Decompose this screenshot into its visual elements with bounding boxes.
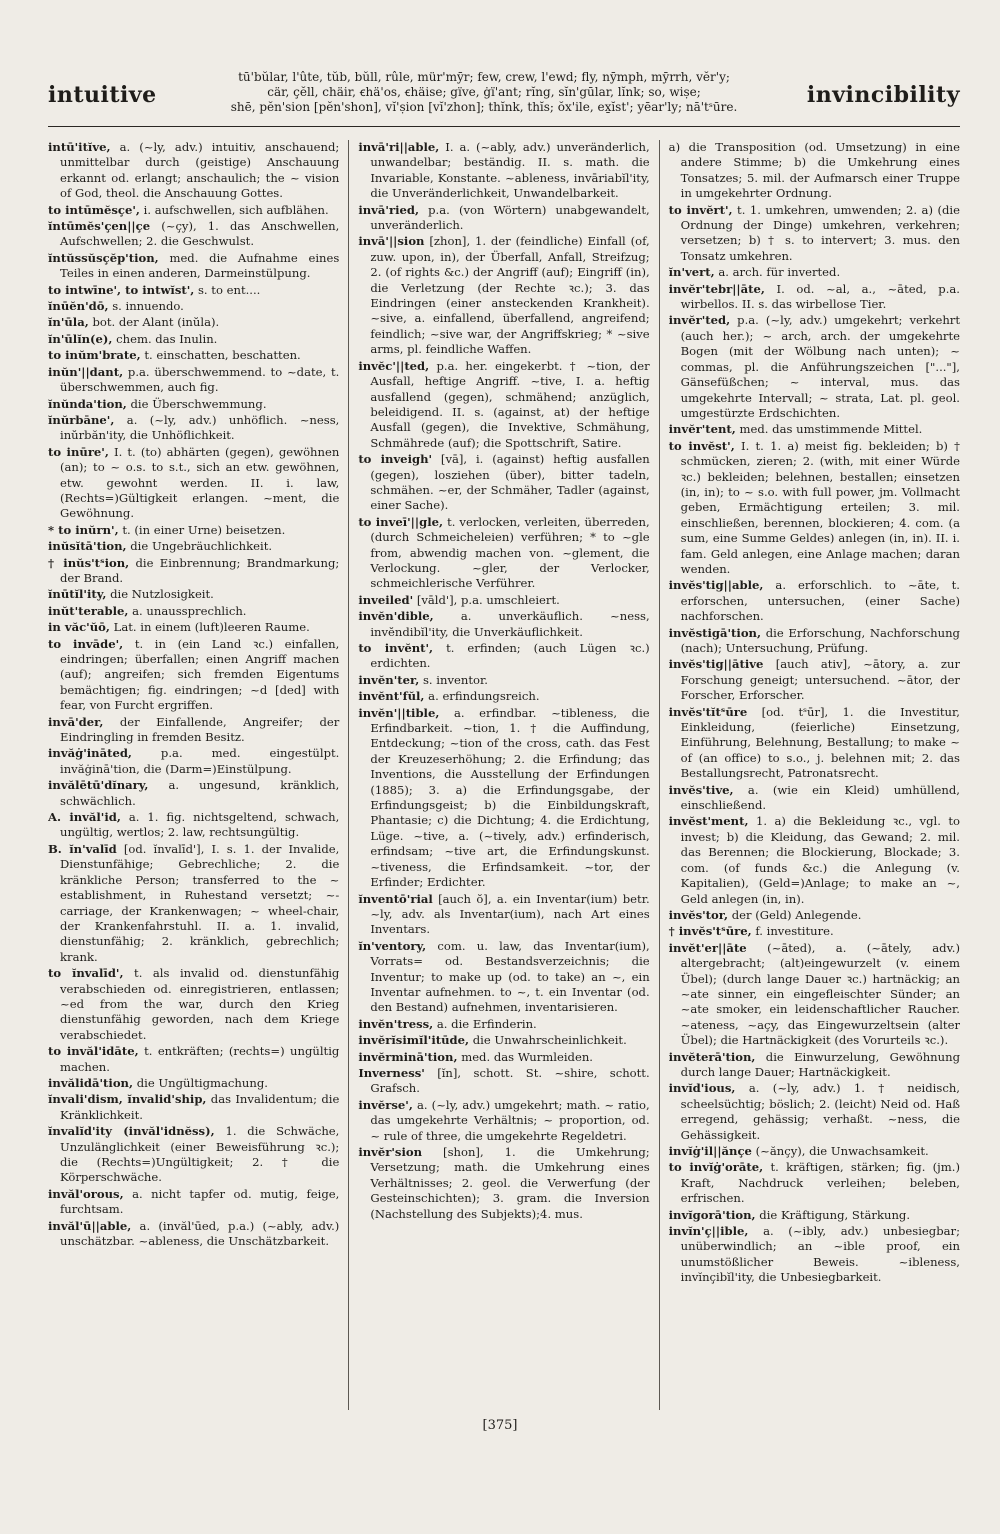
entry-definition: p.a. (von Wörtern) unabgewandelt, unveränderlich. (370, 202, 650, 233)
entry-definition: s. innuendo. (112, 299, 184, 314)
entry-headword: invā'der, (48, 714, 104, 729)
right-running-headword: invincibility (806, 82, 960, 108)
entry-headword: inŭsĭtā'tion, (48, 539, 127, 554)
dictionary-entry (669, 924, 960, 939)
entry-headword: to invĭġ'orāte, (668, 1160, 764, 1175)
dictionary-entry (669, 578, 960, 624)
entry-headword: to invăl'idāte, (48, 1044, 139, 1059)
entry-definition: die Überschwemmung. (130, 396, 267, 411)
dictionary-entry (669, 626, 960, 657)
dictionary-entry (669, 1081, 960, 1143)
entry-headword: to inŭm'brate, (48, 348, 141, 363)
dictionary-entry (48, 140, 339, 202)
entry-headword: invĕn'||tible, (358, 705, 440, 720)
entry-definition: a. erfindbar. ~tibleness, die Erfindbarkeit. ~tion, 1. † die Auffindung, Entdeckung; ~tion of the cross, cath. das Fest der Kreuzeserhöhung; 2. die Erfindung; das Inventions, die Ausstellung der Erfindungen (1885); 3. a) die Erfindungsgabe, der Erfindungsgeist; b) die Einbildungskraft, Phantasie; c) die Dichtung; 4. die Erdichtung, Lüge. ~tive, a. (~tively, adv.) erfinderisch, erfindsam; ~tive art, die Erfindungskunst. ~tiveness, die Erfindsamkeit. ~tor, der Erfinder; Erdichter. (370, 705, 650, 890)
entry-definition: a. (~ly, adv.) umgekehrt; math. ~ ratio, das umgekehrte Verhältnis; ~ proportion, od. ~ rule of three, die umgekehrte Regeldetri. (370, 1097, 650, 1143)
entry-definition: a. unverkäuflich. ~ness, invĕndibĭl'ity, die Unverkäuflichkeit. (370, 609, 650, 639)
entry-headword: invā'ri||able, (358, 140, 440, 154)
entry-definition: der (Geld) Anlegende. (731, 907, 862, 922)
entry-definition: die Unwahrscheinlichkeit. (472, 1033, 627, 1048)
dictionary-entry (669, 203, 960, 265)
page-number: [375] (482, 1418, 518, 1433)
dictionary-entry (48, 1044, 339, 1075)
entry-definition: a. (invăl'ūed, p.a.) (~ably, adv.) unschätzbar. ~ableness, die Unschätzbarkeit. (60, 1218, 340, 1249)
dictionary-entry (48, 413, 339, 444)
dictionary-entry (48, 348, 339, 363)
entry-definition: com. u. law, das Inventar(ium), Vorrats= od. Bestandsverzeichnis; die Inventur; to make up (od. to take) an ~, ein Inventar aufnehmen. to ~, t. ein Inventar (od. den Bestand) aufnehmen, inventarisieren. (370, 938, 650, 1015)
page-header (48, 70, 960, 120)
dictionary-entry (358, 140, 649, 202)
entry-headword: invĕs'tig||able, (668, 578, 764, 593)
entry-definition: der Einfallende, Angreifer; der Eindringling in fremden Besitz. (60, 714, 340, 745)
entry-headword: invĕnt'fŭl, (358, 689, 425, 704)
dictionary-entry (48, 251, 339, 282)
entry-headword: invĕr'tebr||āte, (668, 281, 765, 296)
entry-headword: inveiled' (358, 592, 414, 607)
entry-headword: invĕr'ted, (668, 313, 731, 328)
left-running-headword: intuitive (48, 82, 157, 108)
dictionary-entry (358, 1033, 649, 1048)
entry-headword: † inŭs'tˢion, (48, 555, 130, 570)
entry-headword: invĕrse', (358, 1097, 413, 1112)
entry-definition: die Einwurzelung, Gewöhnung durch lange Dauer; Hartnäckigkeit. (680, 1049, 960, 1079)
entry-headword: * to inŭrn', (48, 522, 119, 537)
dictionary-entry (669, 282, 960, 313)
entry-definition: med. das umstimmende Mittel. (739, 422, 923, 437)
dictionary-entry (358, 689, 649, 704)
dictionary-entry (669, 941, 960, 1049)
pronunciation-key-line: cär, çĕll, chäir, ꞓhä'os, ꞓhäise; gïve, ġï'ant; rĭng, sĭn'gūlar, lĭnk; so, wiṣe; (267, 85, 701, 99)
entry-definition: t. (in einer Urne) beisetzen. (122, 522, 286, 537)
entry-definition: [shon], 1. die Umkehrung; Versetzung; math. die Umkehrung eines Verhältnisses; 2. geol. die Verwerfung (der Gesteinschichten); 3. gram. die Inversion (Nachstellung des Subjekts);4. mus. (370, 1145, 650, 1221)
dictionary-entry (48, 365, 339, 396)
dictionary-entry (669, 783, 960, 814)
dictionary-entry (669, 657, 960, 703)
entry-definition: [od. ĭnvalīd'], I. s. 1. der Invalide, Dienstunfähige; Gebrechliche; 2. die kränkliche Person; transferred to the ~ establishment, in Ruhestand versetzt; ~-carriage, der Krankenwagen; ~ wheel-chair, der Krankenfahrstuhl. II. a. 1. invalid, dienstunfähig; 2. kränklich, gebrechlich; krank. (60, 841, 340, 964)
entry-headword: invĕstigā'tion, (668, 625, 762, 640)
entry-headword: to intūmĕsçe', (48, 202, 140, 217)
entry-definition: 1. a) die Bekleidung ꝛc., vgl. to invest; b) die Kleidung, das Gewand; 2. mil. das Berennen; die Blockierung, Blockade; 3. com. (of funds &c.) die Anlegung (v. Kapitalien), (Geld=)Anlage; to make an ~, Geld anlegen (in, in). (680, 814, 960, 906)
entry-headword: invălidā'tion, (48, 1075, 134, 1090)
entry-definition: [zhon], 1. der (feindliche) Einfall (of, zuw. upon, in), der Überfall, Anfall, Streifzug; 2. (of rights &c.) der Angriff (auf); Eingriff (in), die Verletzung (der Rechte ꝛc.); 3. das Eindringen (einer ansteckenden Krankheit). ~sive, a. einfallend, überfallend, angreifend; feindlich; ~sive war, der Angriffskrieg; * ~sive arms, pl. feindliche Waffen. (370, 234, 650, 357)
dictionary-columns (48, 140, 960, 1410)
dictionary-entry (48, 637, 339, 714)
dictionary-entry (669, 422, 960, 437)
entry-definition: med. das Wurmleiden. (461, 1049, 593, 1064)
entry-definition: [vā], i. (against) heftig ausfallen (gegen), losziehen (über), bitter tadeln, schmähen. ~er, der Schmäher, Tadler (against, einer Sache). (370, 452, 650, 513)
dictionary-entry (48, 1124, 339, 1186)
dictionary-entry (358, 892, 649, 938)
entry-definition: die Erforschung, Nachforschung (nach); Untersuchung, Prüfung. (680, 625, 960, 655)
pronunciation-key-line: shē, pĕn'sion [pĕn'shon], vĭ'ṣion [vĭ'zhon]; thĭnk, thĭs; ŏx'ile, ex̱ĭst'; yēar'ly; nā'tˢūre. (230, 100, 738, 114)
entry-definition: 1. die Schwäche, Unzulänglichkeit (einer Beweisführung ꝛc.); die (Rechts=)Ungültigkeit; 2. † die Körperschwäche. (60, 1124, 340, 1185)
entry-headword: invĕs'tĭtˢūre (668, 704, 748, 719)
entry-definition: [auch ativ], ~ātory, a. zur Forschung geneigt; untersuchend. ~ātor, der Forscher, Erforscher. (680, 657, 960, 703)
entry-headword: invăl'orous, (48, 1186, 124, 1201)
dictionary-entry (48, 315, 339, 330)
entry-headword: ĭn'ventory, (358, 938, 427, 953)
entry-definition: a. (~ly, adv.) 1. † neidisch, scheelsüchtig; böslich; 2. (leicht) Neid od. Haß erregend, gehässig; verhaßt. ~ness, die Gehässigkeit. (680, 1081, 960, 1142)
dictionary-entry (669, 1208, 960, 1223)
entry-headword: invăġ'ināted, (48, 746, 132, 761)
dictionary-entry (669, 705, 960, 782)
entry-definition: I. od. ~al, a., ~āted, p.a. wirbellos. II. s. das wirbellose Tier. (680, 281, 960, 312)
dictionary-entry (48, 604, 339, 619)
entry-definition: (~çy), 1. das Anschwellen, Aufschwellen; 2. die Geschwulst. (60, 219, 340, 249)
entry-definition: a. (~ibly, adv.) unbesiegbar; unüberwindlich; an ~ible proof, ein unumstößlicher Beweis. ~ibleness, invĭnçibĭl'ity, die Unbesiegbarkeit. (680, 1224, 960, 1285)
dictionary-entry (48, 445, 339, 522)
dictionary-entry (669, 1144, 960, 1159)
entry-headword: inŭt'terable, (48, 603, 129, 618)
entry-headword: invĭd'ious, (668, 1081, 736, 1096)
entry-headword: invĕr'tent, (668, 422, 736, 437)
entry-definition: t. erfinden; (auch Lügen ꝛc.) erdichten. (370, 641, 650, 671)
dictionary-entry (669, 313, 960, 421)
entry-headword: invĕrminā'tion, (358, 1049, 458, 1064)
entry-headword: to intwīne', to intwĭst', (48, 282, 195, 297)
dictionary-entry (669, 140, 960, 202)
dictionary-entry (48, 523, 339, 538)
dictionary-entry (48, 966, 339, 1043)
entry-definition: a. ungesund, kränklich, schwächlich. (60, 778, 340, 808)
column-1 (48, 140, 348, 1410)
entry-definition: die Ungebräuchlichkeit. (130, 539, 273, 554)
entry-headword: invĕr'sion (358, 1145, 423, 1159)
dictionary-entry (48, 1092, 339, 1123)
dictionary-entry (48, 332, 339, 347)
dictionary-entry (48, 219, 339, 250)
entry-definition: s. to ent.... (197, 282, 261, 297)
dictionary-entry (358, 234, 649, 357)
entry-definition: die Einbrennung; Brandmarkung; der Brand. (60, 555, 340, 585)
entry-headword: ĭnvalĭd'ity (invăl'idnĕss), (48, 1124, 215, 1139)
entry-definition: I. a. (~ably, adv.) unveränderlich, unwandelbar; beständig. II. s. math. die Invariable, Konstante. ~ableness, invāriabĭl'ity, die Unveränderlichkeit, Unwandelbarkeit. (370, 140, 650, 201)
entry-headword: Inverness' (358, 1065, 425, 1080)
entry-definition: I. t. (to) abhärten (gegen), gewöhnen (an); to ~ o.s. to s.t., sich an etw. gewöhnen, etw. gewohnt werden. II. i. law, (Rechts=)Gültigkeit erlangen. ~ment, die Gewöhnung. (60, 444, 340, 521)
entry-definition: a. 1. fig. nichtsgeltend, schwach, ungültig, wertlos; 2. law, rechtsungültig. (60, 810, 340, 840)
entry-headword: ĭnŭrbāne', (48, 412, 115, 427)
dictionary-entry (358, 641, 649, 672)
entry-headword: invĕn'tress, (358, 1016, 434, 1031)
entry-headword: A. invăl'id, (48, 810, 121, 825)
entry-headword: B. ĭn'valīd (48, 841, 117, 856)
dictionary-entry (48, 746, 339, 777)
dictionary-entry (48, 299, 339, 314)
entry-definition: p.a. med. eingestülpt. invăġinā'tion, die (Darm=)Einstülpung. (60, 746, 340, 776)
entry-headword: invā'ried, (358, 202, 419, 217)
dictionary-entry (358, 203, 649, 234)
entry-headword: invăl'ū||able, (48, 1218, 132, 1233)
entry-definition: a. unaussprechlich. (132, 603, 247, 618)
entry-headword: invĕs'tor, (668, 907, 729, 922)
dictionary-entry (48, 539, 339, 554)
dictionary-entry (358, 939, 649, 1016)
entry-definition: i. aufschwellen, sich aufblähen. (143, 202, 329, 217)
column-3 (659, 140, 960, 1410)
entry-headword: invĕrĭsimĭl'itūde, (358, 1033, 470, 1048)
entry-definition: a. nicht tapfer od. mutig, feige, furchtsam. (60, 1186, 340, 1217)
entry-definition: Lat. in einem (luft)leeren Raume. (113, 620, 310, 635)
entry-definition: [auch ŏ], a. ein Inventar(ium) betr. ~ly, adv. als Inventar(ium), nach Art eines Inventars. (370, 891, 650, 937)
entry-headword: to ĭnvalīd', (48, 966, 124, 981)
entry-definition: p.a. überschwemmend. to ~date, t. überschwemmen, auch fig. (60, 364, 340, 395)
dictionary-entry (48, 1187, 339, 1218)
entry-headword: invĕs'tig||ātive (668, 657, 764, 672)
entry-headword: to inūre', (48, 444, 109, 459)
entry-definition: (~āted), a. (~ātely, adv.) altergebracht; (alt)eingewurzelt (v. einem Übel); (durch lange Dauer ꝛc.) hartnäckig; an ~ate sinner, ein eingefleischter Sünder; an ~ate smoker, ein leidenschaftlicher Raucher. ~ateness, ~açy, das Eingewurzeltsein (alter Übel); die Hartnäckigkeit (des Vorurteils ꝛc.). (680, 940, 960, 1048)
entry-headword: ĭnūĕn'dō, (48, 299, 109, 314)
entry-definition: a. erforschlich. to ~āte, t. erforschen, untersuchen, (einer Sache) nachforschen. (680, 578, 960, 624)
entry-headword: invĭġ'il||ănçe (668, 1144, 752, 1158)
dictionary-entry (48, 203, 339, 218)
dictionary-entry (48, 1076, 339, 1091)
entry-headword: ĭn'ūla, (48, 315, 89, 330)
entry-headword: invĕt'er||āte (668, 940, 747, 955)
dictionary-entry (669, 814, 960, 906)
entry-definition: die Nutzlosigkeit. (110, 587, 214, 602)
dictionary-entry (48, 1219, 339, 1250)
dictionary-entry (669, 265, 960, 280)
entry-headword: inŭn'||dant, (48, 364, 124, 379)
entry-definition: f. investiture. (755, 924, 834, 939)
entry-headword: in văc'ŭō, (48, 620, 110, 635)
entry-headword: invĕst'ment, (668, 814, 749, 829)
entry-definition: p.a. her. eingekerbt. † ~tion, der Ausfall, heftige Angriff. ~tive, I. a. heftig ausfallend (gegen), schmähend; anzüglich, beleidigend. II. s. (against, at) der heftige Ausfall (gegen), die Invektive, Schmähung, Schmährede (auf); die Spottschrift, Satire. (370, 358, 650, 450)
dictionary-entry (358, 1050, 649, 1065)
entry-definition: das Invalidentum; die Kränklichkeit. (60, 1092, 340, 1122)
pronunciation-key (228, 70, 740, 115)
dictionary-entry (358, 673, 649, 688)
dictionary-entry (358, 609, 649, 640)
header-rule (48, 126, 960, 127)
entry-definition: t. kräftigen, stärken; fig. (jm.) Kraft, Nachdruck verleihen; beleben, erfrischen. (680, 1160, 960, 1206)
dictionary-entry (358, 1098, 649, 1144)
entry-headword: to invĕrt', (668, 202, 733, 217)
entry-headword: invĕn'dible, (358, 609, 434, 624)
entry-definition: a. arch. für inverted. (718, 265, 841, 280)
dictionary-entry (48, 397, 339, 412)
entry-definition: a. erfindungsreich. (428, 689, 540, 704)
entry-headword: invĕc'||ted, (358, 358, 430, 373)
entry-definition: die Kräftigung, Stärkung. (759, 1207, 911, 1222)
dictionary-entry (48, 587, 339, 602)
entry-headword: invĕn'ter, (358, 672, 420, 687)
entry-definition: a. (wie ein Kleid) umhüllend, einschließend. (680, 782, 960, 813)
dictionary-entry (48, 778, 339, 809)
entry-definition: [vāld'], p.a. umschleiert. (416, 592, 560, 607)
entry-headword: to invĕnt', (358, 641, 434, 655)
pronunciation-key-line: tū'bŭlar, l'ûte, tŭb, bŭll, rûle, mür'mȳr; few, crew, l'ewd; fly, nȳmph, mȳrrh, vĕr'y; (238, 70, 730, 84)
entry-definition: p.a. (~ly, adv.) umgekehrt; verkehrt (auch her.); ~ arch, arch. der umgekehrte Bogen (mit der Wölbung nach unten); ~ commas, pl. die Anführungszeichen ["..."], Gänsefüßchen; ~ interval, mus. das umgekehrte Intervall; ~ strata, Lat. pl. geol. umgestürzte Erdschichten. (680, 313, 960, 420)
entry-definition: a. die Erfinderin. (436, 1016, 537, 1031)
dictionary-entry (48, 283, 339, 298)
entry-definition: t. in (ein Land ꝛc.) einfallen, eindringen; überfallen; einen Angriff machen (auf); angreifen; sich fremden Eigentums bemächtigen; fig. eindringen; ~d [ded] with fear, von Furcht ergriffen. (60, 636, 340, 713)
entry-headword: ĭntūmĕs'çen||çe (48, 219, 151, 234)
entry-definition: a. (~ly, adv.) unhöflich. ~ness, inŭrbăn'ity, die Unhöflichkeit. (60, 412, 340, 443)
entry-definition: t. als invalid od. dienstunfähig verabschieden od. einregistrieren, entlassen; ~ed from the war, durch den Krieg dienstunfähig geworden, nach dem Kriege verabschiedet. (60, 966, 340, 1042)
entry-definition: chem. das Inulin. (116, 331, 218, 346)
entry-headword: to invĕst', (668, 438, 735, 453)
dictionary-entry (358, 706, 649, 891)
entry-headword: invā'||sion (358, 234, 425, 249)
entry-definition: s. inventor. (422, 672, 488, 687)
dictionary-entry (358, 1066, 649, 1097)
entry-definition: (~ănçy), die Unwachsamkeit. (755, 1144, 929, 1158)
entry-headword: ĭnūtĭl'ity, (48, 587, 107, 602)
entry-headword: ĭntŭssŭsçĕp'tion, (48, 250, 159, 265)
dictionary-entry (669, 1160, 960, 1206)
entry-definition: a. (~ly, adv.) intuitiv, anschauend; unmittelbar durch (geistige) Anschauung erkannt od. erlangt; anschaulich; the ~ vision of God, theol. die Anschauung Gottes. (60, 140, 340, 201)
dictionary-entry (48, 620, 339, 635)
dictionary-entry (669, 439, 960, 578)
dictionary-entry (358, 359, 649, 451)
entry-headword: intū'itĭve, (48, 140, 111, 154)
dictionary-entry (48, 556, 339, 587)
dictionary-entry (358, 452, 649, 514)
entry-definition: t. 1. umkehren, umwenden; 2. a) (die Ordnung der Dinge) umkehren, verkehren; versetzen; b) † s. to intervert; 3. mus. den Tonsatz umkehren. (680, 202, 960, 263)
dictionary-entry (669, 1224, 960, 1286)
entry-headword: ĭn'vert, (668, 265, 715, 280)
entry-headword: † invĕs'tˢūre, (668, 924, 752, 939)
entry-headword: invĭgorā'tion, (668, 1207, 756, 1222)
entry-definition: die Ungültigmachung. (136, 1075, 268, 1090)
entry-definition: med. die Aufnahme eines Teiles in einen anderen, Darmeinstülpung. (60, 250, 340, 281)
dictionary-entry (48, 810, 339, 841)
dictionary-entry (48, 715, 339, 746)
entry-definition: [od. tˢūr], 1. die Investitur, Einkleidung, (feierliche) Einsetzung, Einführung, Belehnung, Bestallung; to make ~ of (an office) to s.o., j. belehnen mit; 2. das Bestallungsrecht, Patronatsrecht. (680, 704, 960, 781)
dictionary-entry (358, 1145, 649, 1222)
entry-headword: ĭn'ūlĭn(e), (48, 331, 113, 346)
column-2 (348, 140, 658, 1410)
dictionary-entry (669, 1050, 960, 1081)
dictionary-entry (358, 1017, 649, 1032)
entry-definition: a) die Transposition (od. Umsetzung) in eine andere Stimme; b) die Umkehrung eines Tonsatzes; 5. mil. der Aufmarsch einer Truppe in umgekehrter Ordnung. (668, 140, 960, 201)
entry-definition: [ĭn], schott. St. ~shire, schott. Grafsch. (370, 1065, 650, 1096)
dictionary-entry (669, 908, 960, 923)
entry-headword: to inveī'||gle, (358, 514, 444, 529)
entry-headword: ĭnvali'dism, ĭnvalid'ship, (48, 1092, 207, 1107)
entry-headword: invălētū'dĭnary, (48, 778, 149, 793)
entry-headword: invĭn'ç||ible, (668, 1224, 749, 1239)
dictionary-entry (358, 593, 649, 608)
entry-headword: ĭnventō'rial (358, 891, 433, 906)
entry-definition: bot. der Alant (inŭla). (92, 315, 220, 330)
entry-definition: t. entkräften; (rechts=) ungültig machen. (60, 1044, 340, 1074)
entry-definition: t. einschatten, beschatten. (144, 348, 301, 363)
entry-headword: invĕs'tive, (668, 782, 734, 797)
entry-definition: I. t. 1. a) meist fig. bekleiden; b) † schmücken, zieren; 2. (with, mit einer Würde ꝛc.) bekleiden; belehnen, bestallen; einsetzen (in, in); to ~ s.o. with full power, jm. Vollmacht geben, Ermächtigung erteilen; 3. mil. einschließen, berennen, blockieren; 4. com. (a sum, eine Summe Geldes) anlegen (in, in). II. i. fam. Geld anlegen, eine Anlage machen; daran wenden. (680, 438, 960, 576)
dictionary-entry (48, 842, 339, 965)
entry-headword: to inveigh' (358, 452, 433, 467)
entry-definition: t. verlocken, verleiten, überreden, (durch Schmeicheleien) verführen; * to ~gle from, abwendig machen von. ~glement, die Verlockung. ~gler, der Verlocker, schmeichlerische Verführer. (370, 514, 650, 591)
dictionary-entry (358, 515, 649, 592)
entry-headword: invĕterā'tion, (668, 1049, 756, 1064)
entry-headword: to invāde', (48, 636, 124, 651)
entry-headword: ĭnŭnda'tion, (48, 396, 127, 411)
